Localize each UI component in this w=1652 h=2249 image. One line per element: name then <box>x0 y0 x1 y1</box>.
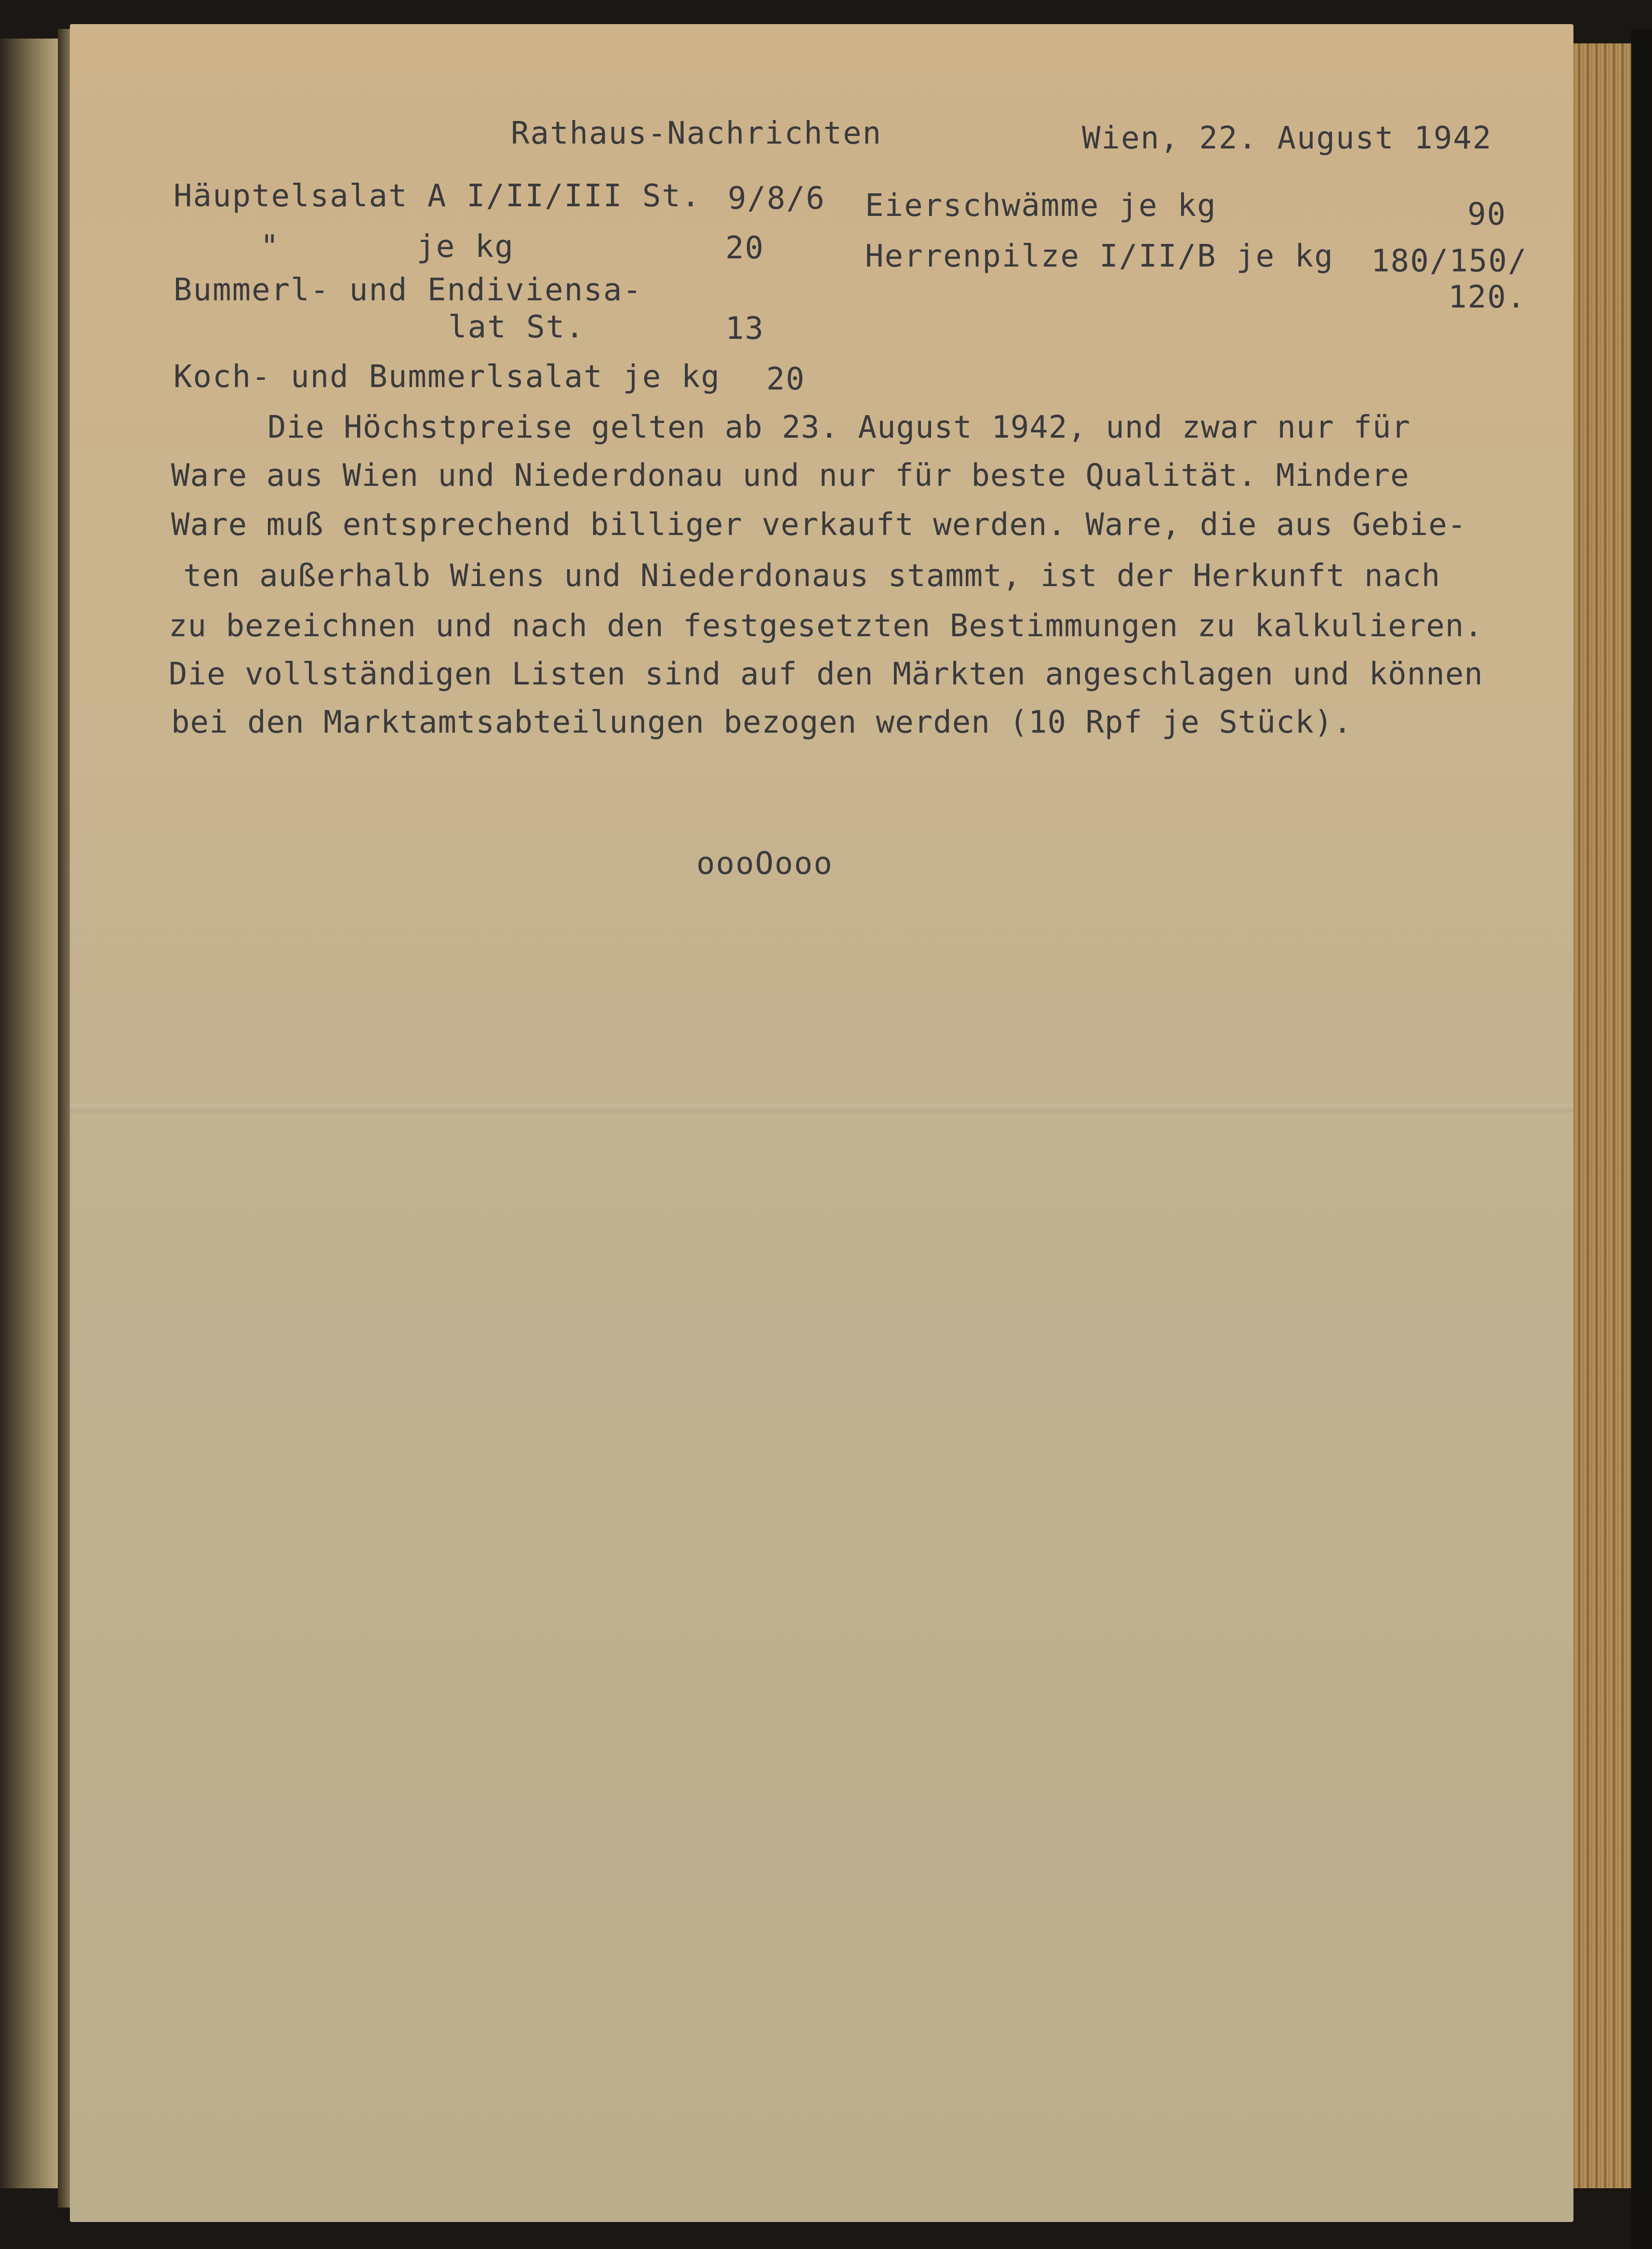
paragraph-line: ten außerhalb Wiens und Niederdonaus stammt, ist der Herkunft nach <box>183 558 1441 594</box>
publication-title: Rathaus-Nachrichten <box>511 116 882 151</box>
price-item-label: Häuptelsalat A I/II/III St. <box>173 178 701 214</box>
price-item-label: Bummerl- und Endiviensa- <box>173 272 642 308</box>
paragraph-line: Die vollständigen Listen sind auf den Märkten angeschlagen und können <box>169 656 1483 692</box>
price-item-value: 20 <box>766 361 806 397</box>
price-item-label: Koch- und Bummerlsalat je kg <box>173 359 720 395</box>
price-item-label: Herrenpilze I/II/B je kg <box>865 239 1334 274</box>
paragraph-line: Ware muß entsprechend billiger verkauft werden. Ware, die aus Gebie- <box>171 507 1467 543</box>
paragraph-line: zu bezeichnen und nach den festgesetzten Bestimmungen zu kalkulieren. <box>169 608 1483 644</box>
price-item-value: 13 <box>725 311 765 347</box>
price-item-label: Eierschwämme je kg <box>865 188 1217 224</box>
price-item-label: " je kg <box>260 229 514 265</box>
price-item-value: 120. <box>1448 280 1527 315</box>
price-item-value: 90 <box>1467 197 1507 232</box>
scan-border <box>1631 29 1652 2249</box>
facing-page-edge <box>0 39 58 2188</box>
dateline: Wien, 22. August 1942 <box>1082 120 1492 156</box>
price-item-value: 9/8/6 <box>728 181 826 216</box>
price-item-label: lat St. <box>448 309 585 345</box>
paragraph-line: Ware aus Wien und Niederdonau und nur für beste Qualität. Mindere <box>171 458 1410 494</box>
section-separator: oooOooo <box>696 846 833 882</box>
paper-fold-line <box>70 1104 1573 1112</box>
stacked-page-edges <box>1573 43 1631 2188</box>
price-item-value: 20 <box>725 230 765 266</box>
paragraph-line: Die Höchstpreise gelten ab 23. August 1942, und zwar nur für <box>267 410 1411 445</box>
paper-sheet <box>70 24 1573 2222</box>
price-item-value: 180/150/ <box>1371 243 1528 279</box>
paragraph-line: bei den Marktamtsabteilungen bezogen werden (10 Rpf je Stück). <box>171 705 1352 740</box>
